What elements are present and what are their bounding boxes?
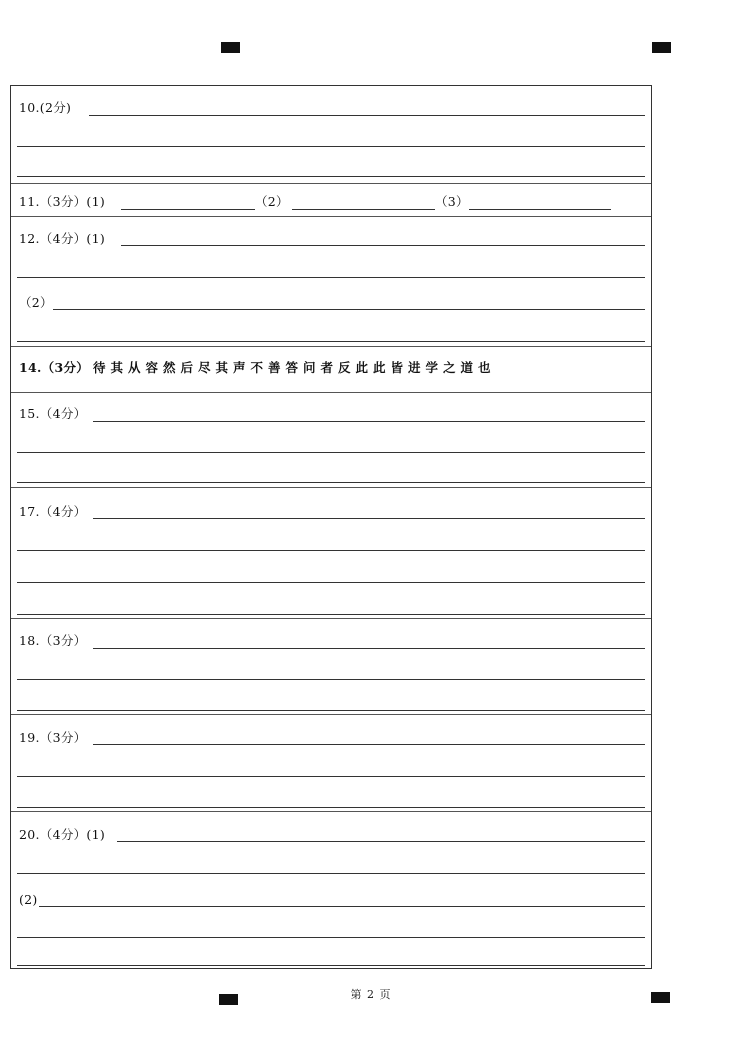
answer-line[interactable] [17, 937, 645, 938]
question-14 [11, 346, 651, 393]
answer-blank-2[interactable] [292, 209, 435, 210]
question-11 [11, 183, 651, 217]
question-14-answer: 待其从容然后尽其声不善答问者反此此皆进学之道也 [93, 360, 496, 375]
page-number: 第 2 页 [350, 988, 392, 1001]
answer-line[interactable] [121, 245, 645, 246]
question-19 [11, 714, 651, 812]
answer-line[interactable] [39, 906, 645, 907]
question-12 [11, 216, 651, 347]
question-11-part-2-label: （2） [255, 194, 289, 209]
answer-line[interactable] [17, 776, 645, 777]
answer-line[interactable] [89, 115, 645, 116]
question-12-part-2-label: （2） [19, 295, 53, 310]
answer-line[interactable] [17, 965, 645, 966]
question-11-part-3-label: （3） [435, 194, 469, 209]
answer-line[interactable] [17, 176, 645, 177]
answer-line[interactable] [17, 482, 645, 483]
answer-line[interactable] [93, 421, 645, 422]
question-12-label: 12.（4分）(1) [19, 231, 106, 246]
answer-line[interactable] [17, 277, 645, 278]
answer-line[interactable] [17, 807, 645, 808]
answer-line[interactable] [93, 648, 645, 649]
question-20-label: 20.（4分）(1) [19, 827, 106, 842]
question-17 [11, 487, 651, 619]
question-15-label: 15.（4分） [19, 406, 87, 421]
answer-line[interactable] [17, 582, 645, 583]
question-10 [11, 86, 651, 184]
question-19-label: 19.（3分） [19, 730, 87, 745]
question-14-label: 14.（3分） [19, 360, 90, 375]
answer-blank-1[interactable] [121, 209, 255, 210]
answer-line[interactable] [17, 710, 645, 711]
answer-blank-3[interactable] [469, 209, 611, 210]
answer-line[interactable] [17, 614, 645, 615]
answer-line[interactable] [93, 518, 645, 519]
question-18-label: 18.（3分） [19, 633, 87, 648]
registration-mark-top-right [652, 42, 671, 53]
question-17-label: 17.（4分） [19, 504, 87, 519]
answer-sheet [10, 85, 652, 969]
question-18 [11, 618, 651, 715]
answer-line[interactable] [17, 341, 645, 342]
question-10-label: 10.(2分) [19, 100, 72, 115]
question-15 [11, 392, 651, 488]
answer-line[interactable] [93, 744, 645, 745]
answer-line[interactable] [17, 679, 645, 680]
question-20 [11, 811, 651, 969]
answer-line[interactable] [17, 452, 645, 453]
answer-line[interactable] [17, 873, 645, 874]
question-11-label: 11.（3分）(1) [19, 194, 106, 209]
answer-line[interactable] [53, 309, 645, 310]
registration-mark-top-left [221, 42, 240, 53]
answer-line[interactable] [117, 841, 645, 842]
answer-line[interactable] [17, 550, 645, 551]
answer-line[interactable] [17, 146, 645, 147]
question-20-part-2-label: (2) [19, 892, 38, 907]
